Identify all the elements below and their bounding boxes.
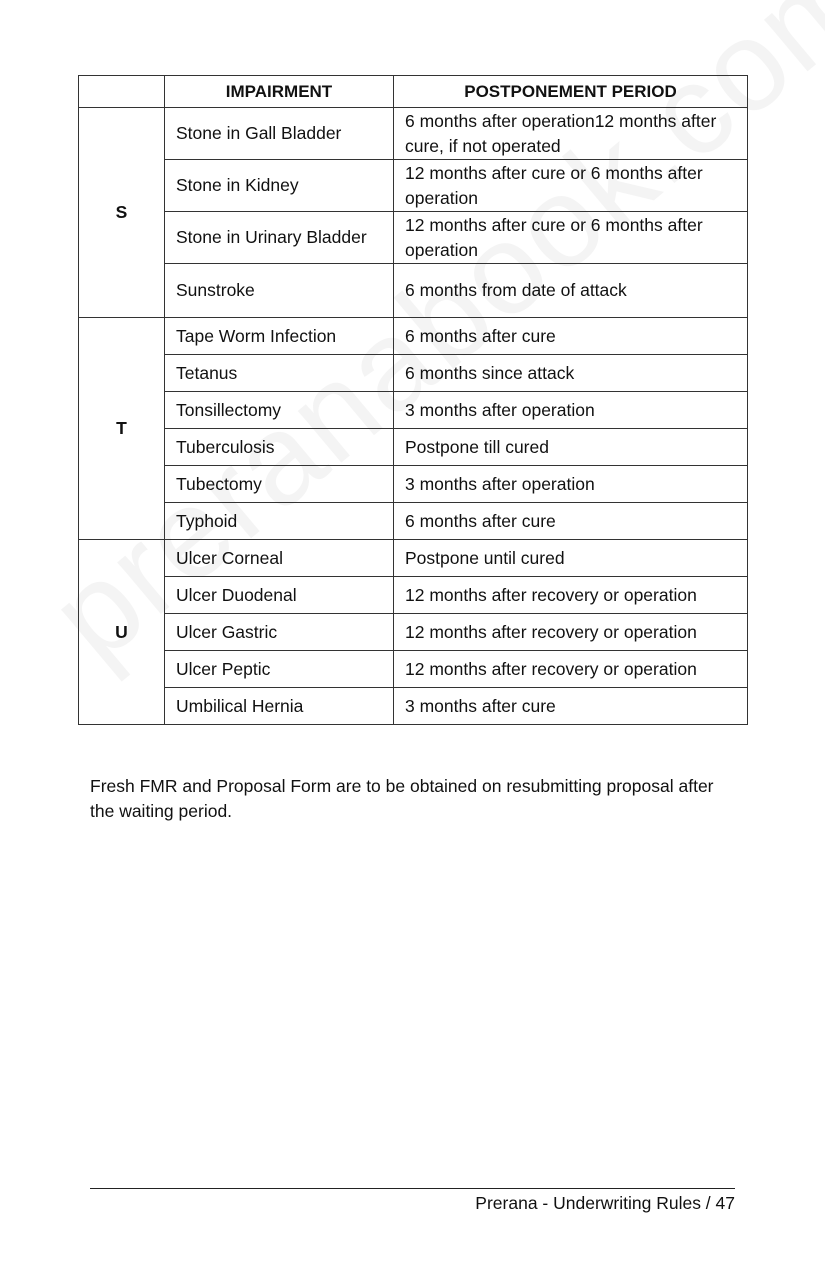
period-cell: 6 months from date of attack xyxy=(394,264,748,318)
impairment-cell: Umbilical Hernia xyxy=(165,688,394,725)
impairment-cell: Stone in Gall Bladder xyxy=(165,108,394,160)
period-cell: 6 months since attack xyxy=(394,355,748,392)
period-cell: 12 months after recovery or operation xyxy=(394,614,748,651)
period-cell: 12 months after cure or 6 months after operation xyxy=(394,160,748,212)
impairment-cell: Tuberculosis xyxy=(165,429,394,466)
table-row xyxy=(79,540,748,577)
table-row xyxy=(79,614,748,651)
page-footer: Prerana - Underwriting Rules / 47 xyxy=(475,1193,735,1213)
group-letter-t: T xyxy=(79,318,165,540)
period-cell: 6 months after operation12 months after cure, if not operated xyxy=(394,108,748,160)
table-row xyxy=(79,160,748,212)
table-row xyxy=(79,651,748,688)
period-cell: 6 months after cure xyxy=(394,318,748,355)
impairment-cell: Ulcer Gastric xyxy=(165,614,394,651)
table-row xyxy=(79,503,748,540)
impairment-cell: Tubectomy xyxy=(165,466,394,503)
impairment-cell: Ulcer Duodenal xyxy=(165,577,394,614)
impairment-cell: Ulcer Corneal xyxy=(165,540,394,577)
table-header-row xyxy=(79,76,748,108)
footer-divider xyxy=(90,1188,735,1189)
table-row xyxy=(79,212,748,264)
period-cell: Postpone until cured xyxy=(394,540,748,577)
impairment-cell: Sunstroke xyxy=(165,264,394,318)
period-cell: 12 months after recovery or operation xyxy=(394,577,748,614)
table-row xyxy=(79,429,748,466)
table-row xyxy=(79,108,748,160)
table-row xyxy=(79,264,748,318)
period-cell: 6 months after cure xyxy=(394,503,748,540)
impairment-cell: Ulcer Peptic xyxy=(165,651,394,688)
impairment-cell: Tape Worm Infection xyxy=(165,318,394,355)
period-cell: Postpone till cured xyxy=(394,429,748,466)
table-row xyxy=(79,688,748,725)
impairment-column-header: IMPAIRMENT xyxy=(165,76,394,108)
waiting-period-note: Fresh FMR and Proposal Form are to be obtained on resubmitting proposal after the waiting period. xyxy=(90,775,714,821)
impairment-cell: Tonsillectomy xyxy=(165,392,394,429)
period-cell: 3 months after cure xyxy=(394,688,748,725)
impairment-cell: Typhoid xyxy=(165,503,394,540)
letter-column-header xyxy=(79,76,165,108)
impairment-cell: Stone in Urinary Bladder xyxy=(165,212,394,264)
table-row xyxy=(79,577,748,614)
table-row xyxy=(79,466,748,503)
impairment-cell: Stone in Kidney xyxy=(165,160,394,212)
impairment-cell: Tetanus xyxy=(165,355,394,392)
table-row xyxy=(79,355,748,392)
group-letter-s: S xyxy=(79,108,165,318)
period-cell: 3 months after operation xyxy=(394,392,748,429)
group-letter-u: U xyxy=(79,540,165,725)
table-row xyxy=(79,392,748,429)
impairment-table xyxy=(78,75,748,725)
period-cell: 12 months after cure or 6 months after operation xyxy=(394,212,748,264)
postponement-column-header: POSTPONEMENT PERIOD xyxy=(394,76,748,108)
table-row xyxy=(79,318,748,355)
period-cell: 3 months after operation xyxy=(394,466,748,503)
period-cell: 12 months after recovery or operation xyxy=(394,651,748,688)
